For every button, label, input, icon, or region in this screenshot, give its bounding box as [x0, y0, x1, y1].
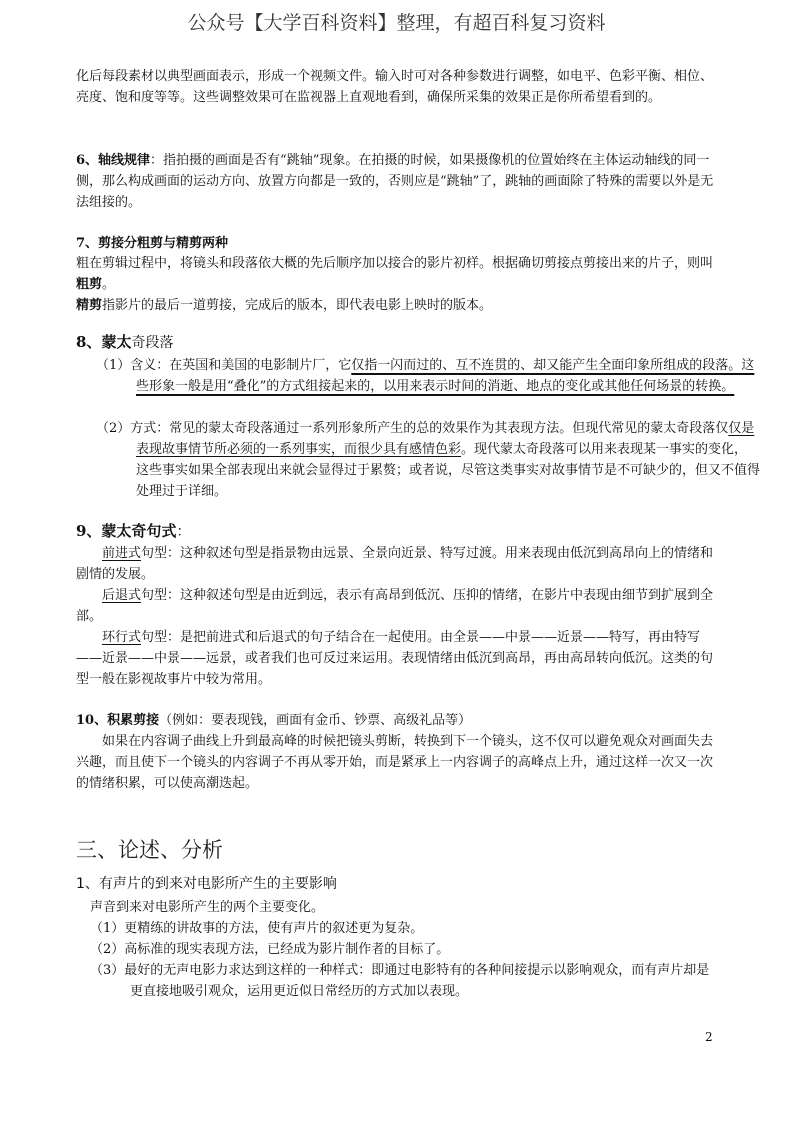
item-8-method — [96, 418, 760, 502]
item-10-text: 如果在内容调子曲线上升到最高峰的时候把镜头剪断，转换到下一个镜头，这不仅可以避免观众对画面失去兴趣，而且使下一个镜头的内容调子不再从零开始，而是紧承上一内容调子的高峰点上升，通过这样一次又一次的情绪积累，可以使高潮迭起。 — [76, 734, 714, 791]
item-7-fine-paragraph — [76, 295, 720, 316]
item-7-fine-term: 精剪 — [76, 298, 103, 313]
section-title: 三、论述、分析 — [76, 838, 223, 862]
item-6-text: ：指拍摄的画面是否有“跳轴”现象。在拍摄的时候，如果摄像机的位置始终在主体运动轴线的同一侧，那么构成画面的运动方向、放置方向都是一致的，否则应是“跳轴”了，跳轴的画面除了特殊的需要以外是无法组接的。 — [76, 153, 714, 210]
item-9-forward-text: 句型：这种叙述句型是指景物由远景、全景向近景、特写过渡。用来表现由低沉到高昂向上的情绪和剧情的发展。 — [76, 546, 714, 582]
page-number: 2 — [705, 1030, 713, 1044]
item-6-paragraph — [76, 150, 720, 213]
item-9-circular-term: 环行式 — [102, 630, 142, 645]
item-7-rough-text: 粗在剪辑过程中，将镜头和段落依大概的先后顺序加以接合的影片初样。根据确切剪接点剪接出来的片子，则叫 — [76, 256, 714, 271]
item-9-backward — [76, 585, 720, 627]
item-9-heading — [76, 521, 190, 542]
item-9-backward-text: 句型：这种叙述句型是由近到远，表示有高昂到低沉、压抑的情绪，在影片中表现由细节到扩展到全部。 — [76, 588, 714, 624]
item-8-method-plain1: 常见的蒙太奇段落通过一系列形象所产生的总的效果作为其表现方法。但现代常见的蒙太奇段落仅 — [169, 421, 729, 436]
item-9-forward-term: 前进式 — [102, 546, 142, 561]
item-8-method-underlined: 仅是表现故事情节所必须的一系列事实，而很少具有感情色彩 — [136, 421, 755, 457]
question-1-point: （3）最好的无声电影力求达到这样的一种样式：即通过电影特有的各种间接提示以影响观众，而有声片却是更直接地吸引观众，运用更近似日常经历的方式加以表现。 — [90, 963, 710, 999]
item-9-colon: ： — [176, 524, 191, 540]
item-8-method-label: （2）方式： — [96, 421, 170, 436]
item-10-example: （例如：要表现钱，画面有金币、钞票、高级礼品等） — [159, 713, 472, 728]
item-7-title: 7、剪接分粗剪与精剪两种 — [76, 236, 229, 251]
page-header: 公众号【大学百科资料】整理，有超百科复习资料 — [187, 12, 606, 34]
item-8-meaning-underlined: 仅指一闪而过的、互不连贯的、却又能产生全面印象所组成的段落。这些形象一般是用“叠化”的方式组接起来的，以用来表示时间的消逝、地点的变化或其他任何场景的转换。 — [136, 358, 755, 394]
question-1-title: 1、有声片的到来对电影所产生的主要影响 — [76, 876, 337, 892]
item-7-fine-text: 指影片的最后一道剪接，完成后的版本，即代表电影上映时的版本。 — [102, 298, 493, 313]
question-1-point: （1）更精练的讲故事的方法，使有声片的叙述更为复杂。 — [90, 921, 424, 936]
item-8-meaning-plain: 在英国和美国的电影制片厂，它 — [169, 358, 352, 373]
item-8-method-plain2: 。现代蒙太奇段落可以用来表现某一事实的变化，这些事实如果全部表现出来就会显得过于累赘；或者说，尽管这类事实对故事情节是不可缺少的，但又不值得处理过于详细。 — [136, 442, 761, 499]
item-8-meaning-label: （1）含义： — [96, 358, 170, 373]
item-8-title-rest: 奇段落 — [131, 335, 174, 351]
item-7-rough-paragraph — [76, 253, 720, 295]
item-7-rough-end: 。 — [102, 277, 116, 292]
intro-paragraph: 化后每段素材以典型画面表示，形成一个视频文件。输入时可对各种参数进行调整，如电平、色彩平衡、相位、亮度、饱和度等等。这些调整效果可在监视器上直观地看到，确保所采集的效果正是你所希望看到的。 — [76, 69, 714, 105]
item-8-meaning — [96, 355, 760, 397]
item-8-heading — [76, 332, 173, 353]
item-9-forward — [76, 543, 720, 585]
question-1-point: （2）高标准的现实表现方法，已经成为影片制作者的目标了。 — [90, 942, 450, 957]
item-8-num: 8、 — [76, 333, 102, 351]
item-9-circular-text: 句型：是把前进式和后退式的句子结合在一起使用。由全景——中景——近景——特写，再由特写——近景——中景——远景，或者我们也可反过来运用。表现情绪由低沉到高昂，再由高昂转向低沉。这类的句型一般在影视故事片中较为常用。 — [76, 630, 714, 687]
item-10-title: 10、积累剪接 — [76, 713, 160, 728]
item-7-rough-term: 粗剪 — [76, 277, 103, 292]
item-8-title-bold: 蒙太 — [101, 333, 132, 351]
question-1-lead: 声音到来对电影所产生的两个主要变化。 — [90, 900, 325, 915]
item-9-title: 9、蒙太奇句式 — [76, 522, 177, 540]
item-10-heading — [76, 710, 720, 731]
item-6-title: 6、轴线规律 — [76, 153, 151, 168]
item-9-circular — [76, 627, 720, 690]
item-9-backward-term: 后退式 — [102, 588, 142, 603]
